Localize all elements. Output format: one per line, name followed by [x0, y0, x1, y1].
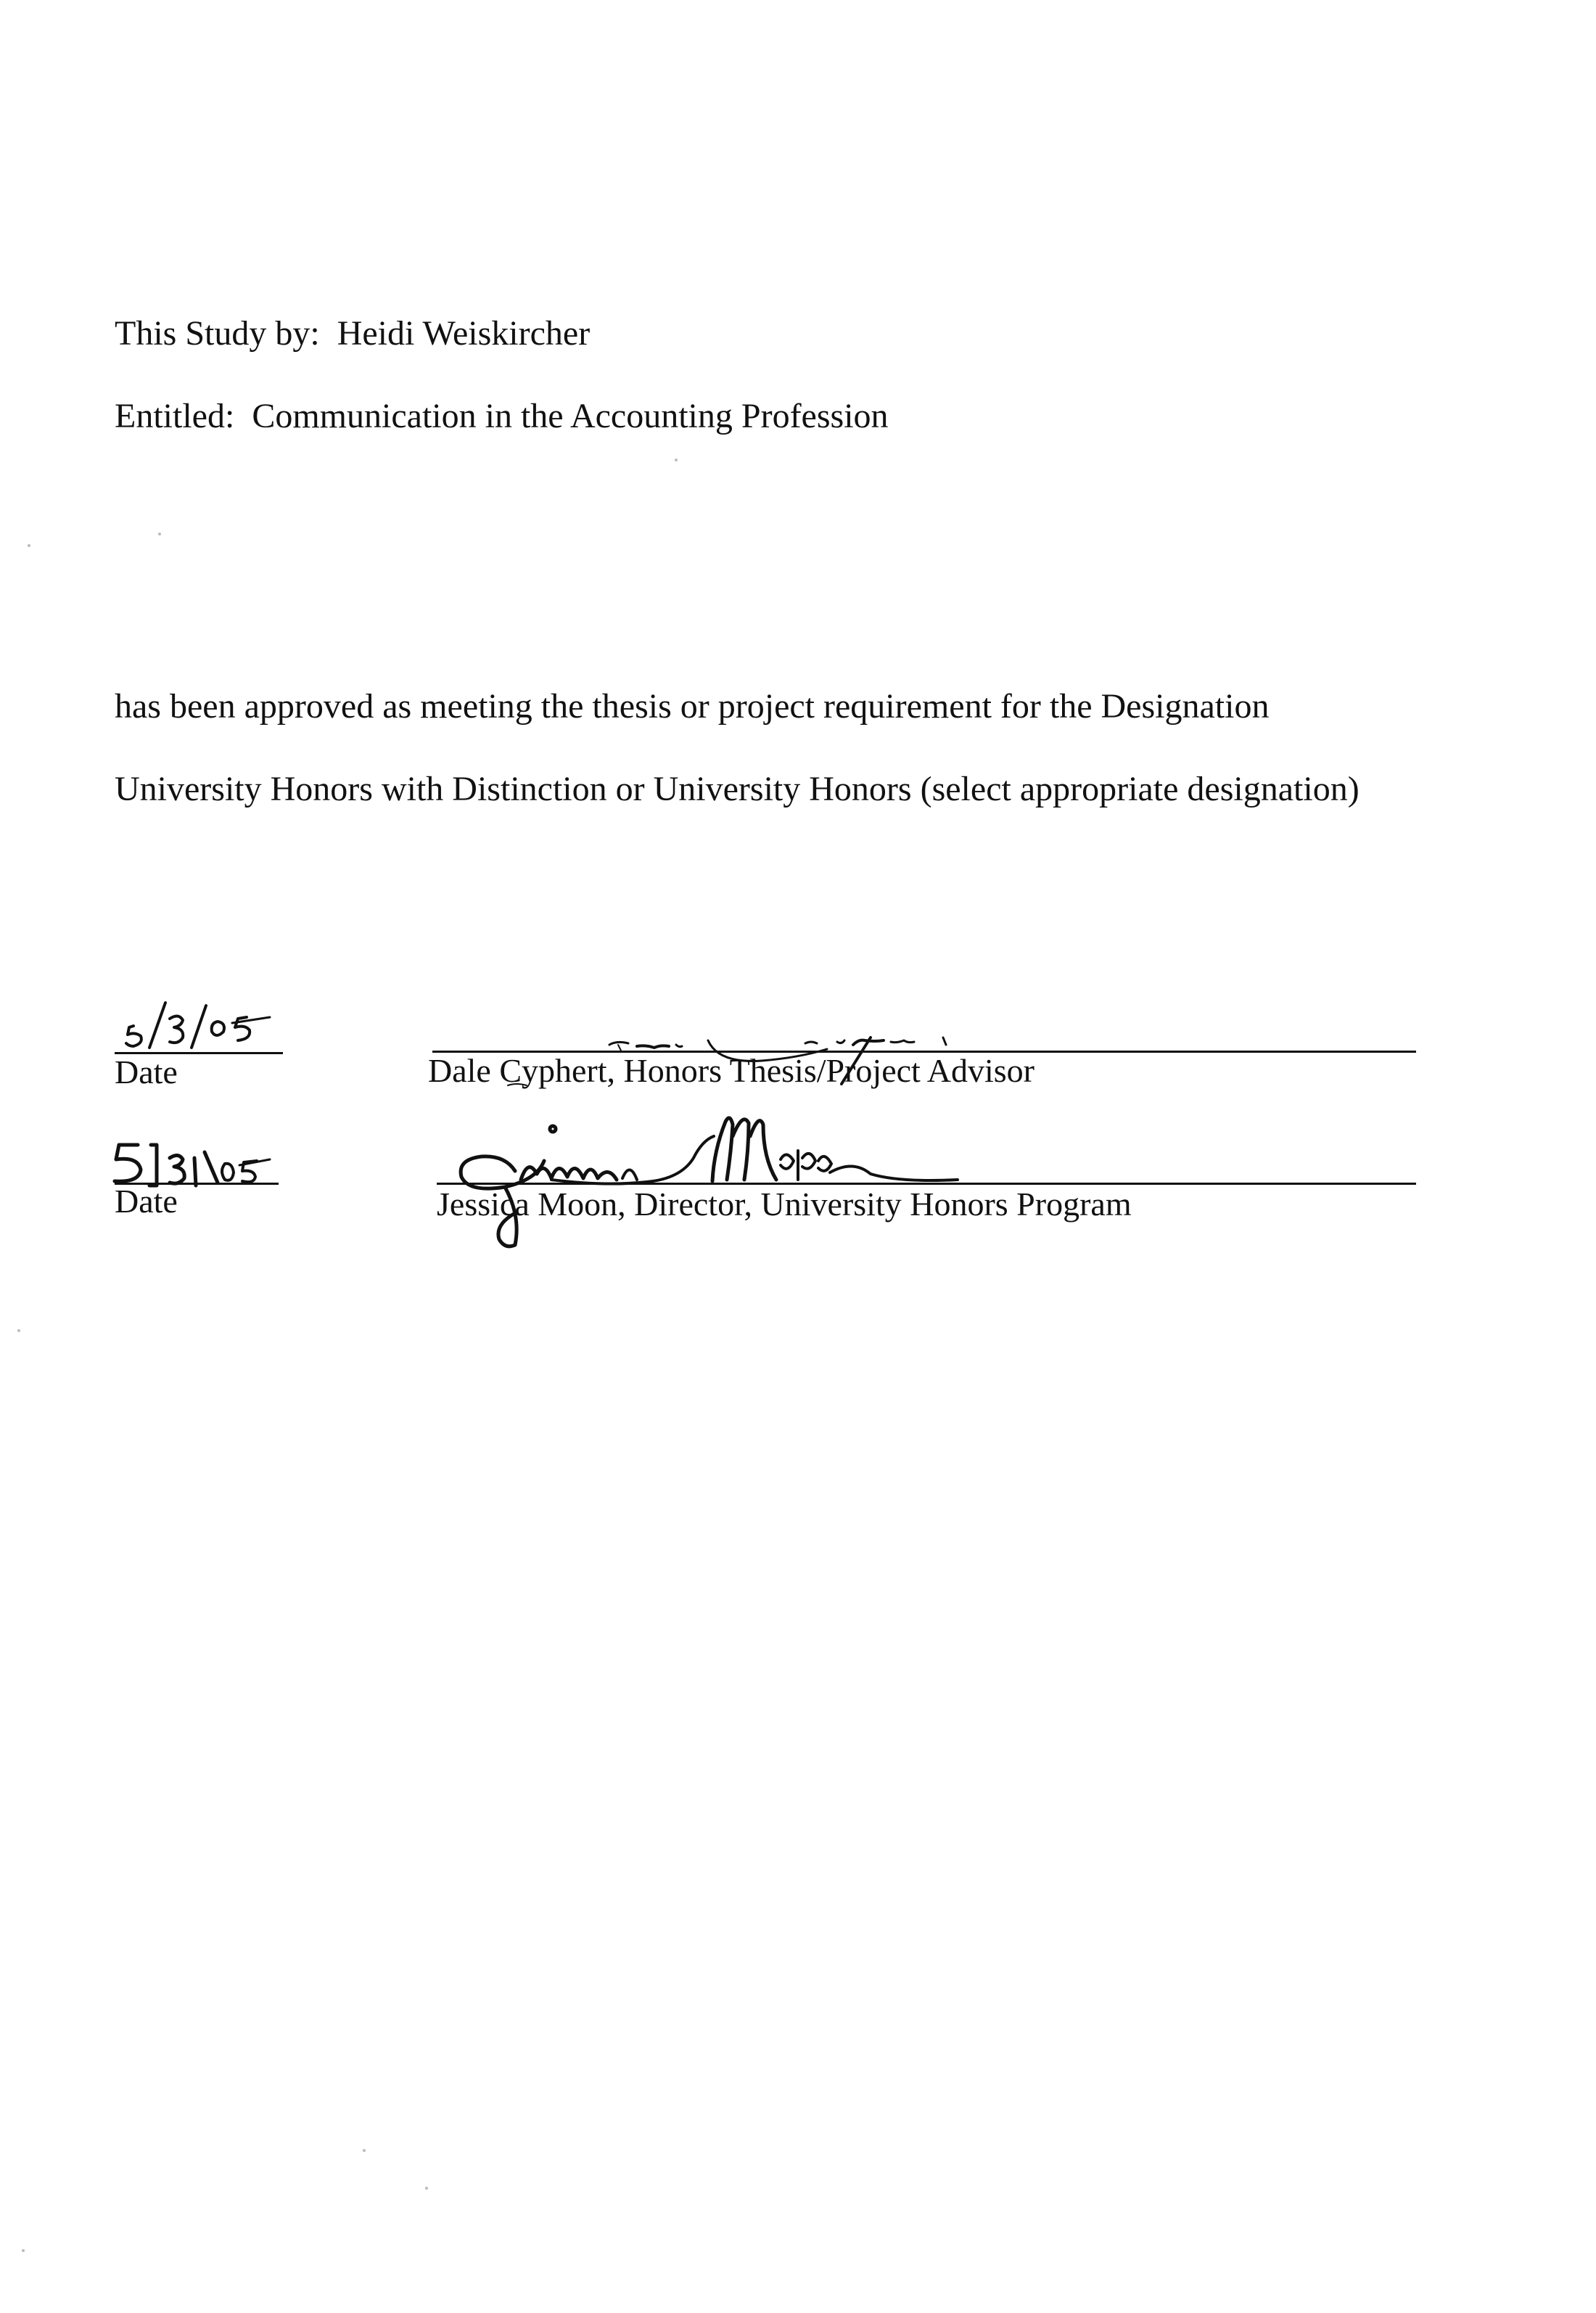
scan-speck	[425, 2187, 428, 2190]
approval-statement-line-2: University Honors with Distinction or University Honors (select appropriate designation)	[115, 770, 1360, 808]
signer-caption-advisor: Dale Cyphert, Honors Thesis/Project Advisor	[428, 1052, 1034, 1089]
handwritten-date-advisor	[125, 1001, 284, 1052]
thesis-title: Communication in the Accounting Profession	[252, 397, 889, 435]
signature-director	[435, 1107, 958, 1252]
scan-speck	[675, 459, 678, 461]
study-by-label: This Study by:	[115, 314, 320, 353]
signer-caption-director: Jessica Moon, Director, University Honors Program	[437, 1186, 1132, 1223]
entitled-label: Entitled:	[115, 397, 235, 435]
approval-statement-line-1: has been approved as meeting the thesis or project requirement for the Designation	[115, 687, 1270, 726]
scan-speck	[17, 1329, 20, 1332]
entitled-line	[115, 396, 889, 437]
scan-speck	[363, 2149, 366, 2152]
study-by-line	[115, 313, 590, 354]
signature-rule-director	[437, 1183, 1416, 1185]
student-name: Heidi Weiskircher	[337, 314, 591, 353]
date-label-director: Date	[115, 1183, 178, 1220]
scan-speck	[158, 533, 161, 535]
scan-speck	[22, 2249, 25, 2252]
scan-speck	[28, 544, 30, 547]
date-label-advisor: Date	[115, 1053, 178, 1090]
